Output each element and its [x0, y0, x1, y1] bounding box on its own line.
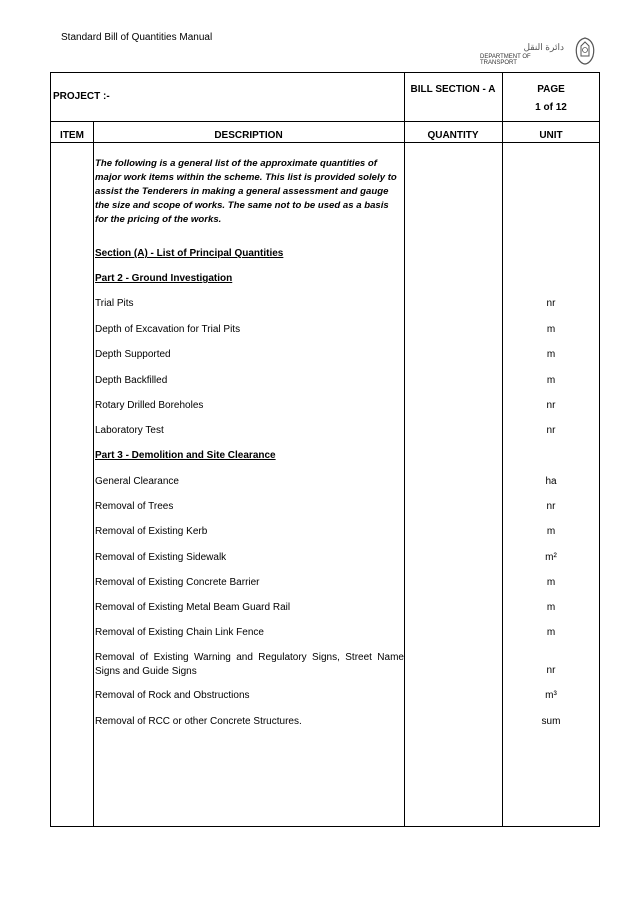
- bill-section: BILL SECTION - A: [410, 84, 496, 95]
- list-item-description: Depth Backfilled: [95, 375, 168, 386]
- list-item-unit: m: [546, 526, 556, 537]
- list-item-description: Removal of Existing Chain Link Fence: [95, 627, 264, 638]
- column-header-unit: UNIT: [539, 130, 563, 141]
- list-item-description: Depth of Excavation for Trial Pits: [95, 324, 241, 335]
- list-item-description: Removal of Existing Metal Beam Guard Rail: [95, 602, 291, 613]
- list-item-unit: sum: [541, 716, 561, 727]
- part2-title: Part 2 - Ground Investigation: [95, 273, 233, 284]
- list-item-unit: m²: [545, 552, 557, 563]
- list-item-description: Depth Supported: [95, 349, 171, 360]
- list-item-description: Removal of RCC or other Concrete Structures.: [95, 716, 302, 727]
- column-divider-item: [93, 121, 94, 826]
- brand-arabic: دائرة النقل: [523, 42, 564, 52]
- list-item-description: Trial Pits: [95, 298, 134, 309]
- column-divider-quantity: [502, 73, 503, 826]
- column-header-quantity: QUANTITY: [427, 130, 479, 141]
- list-item-unit: nr: [546, 298, 556, 309]
- list-item-unit: m³: [545, 690, 557, 701]
- list-item-description: Removal of Rock and Obstructions: [95, 690, 250, 701]
- column-header-item: ITEM: [60, 130, 84, 141]
- header-divider: [51, 121, 599, 122]
- list-item-description: Removal of Existing Sidewalk: [95, 552, 227, 563]
- list-item-unit: nr: [546, 400, 556, 411]
- column-header-description: DESCRIPTION: [214, 130, 283, 141]
- boq-table: [50, 72, 600, 827]
- list-item-unit: m: [546, 627, 556, 638]
- list-item-unit: ha: [545, 476, 557, 487]
- list-item-description: Removal of Existing Kerb: [95, 526, 208, 537]
- list-item-unit: m: [546, 577, 556, 588]
- list-item-unit: m: [546, 349, 556, 360]
- list-item-description: Rotary Drilled Boreholes: [95, 400, 204, 411]
- list-item-unit: nr: [546, 425, 556, 436]
- intro-paragraph: The following is a general list of the approximate quantities of major work items within the scheme. This list is provided solely to assist the Tenderers in making a general assessment and gauge the size and scope of works. The same not to be used as a basis for the pricing of the works.: [95, 158, 397, 225]
- department-logo: [480, 40, 600, 70]
- brand-english: DEPARTMENT OF TRANSPORT: [480, 54, 531, 66]
- list-item-unit: m: [546, 602, 556, 613]
- list-item-unit: nr: [546, 501, 556, 512]
- section-title: Section (A) - List of Principal Quantities: [95, 248, 284, 259]
- list-item-description: Removal of Trees: [95, 501, 174, 512]
- list-item-description: Laboratory Test: [95, 425, 164, 436]
- list-item-description: General Clearance: [95, 476, 179, 487]
- project-label: PROJECT :-: [53, 91, 110, 102]
- list-item-unit: m: [546, 375, 556, 386]
- column-header-divider: [51, 142, 599, 143]
- manual-title: Standard Bill of Quantities Manual: [61, 32, 213, 43]
- list-item-unit: m: [546, 324, 556, 335]
- page-number: 1 of 12: [535, 102, 567, 113]
- page-label: PAGE: [537, 84, 565, 95]
- list-item-description: Removal of Existing Concrete Barrier: [95, 577, 260, 588]
- list-item-description: Removal of Existing Warning and Regulatory Signs, Street Name Signs and Guide Signs: [95, 652, 404, 677]
- part3-title: Part 3 - Demolition and Site Clearance: [95, 450, 276, 461]
- column-divider-description: [404, 73, 405, 826]
- list-item-unit: nr: [546, 665, 556, 676]
- emblem-icon: [572, 36, 598, 66]
